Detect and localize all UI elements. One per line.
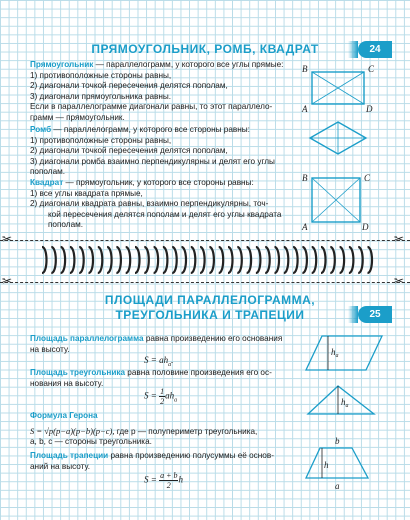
heron-section — [30, 411, 305, 448]
spiral-ring — [368, 247, 373, 273]
formula-end: . — [171, 355, 174, 365]
rectangle-extra-2: грамм — прямоугольник. — [30, 112, 125, 122]
page-title-25-line2: ТРЕУГОЛЬНИКА И ТРАПЕЦИИ — [115, 308, 305, 322]
spiral-ring — [42, 247, 47, 273]
parallelogram-term: Площадь параллелограмма — [30, 334, 144, 343]
scissors-icon: ✂ — [394, 232, 405, 246]
page-number-24: 24 — [358, 41, 392, 58]
spiral-ring — [209, 247, 214, 273]
page-number-25: 25 — [358, 306, 392, 323]
spiral-ring — [144, 247, 149, 273]
spiral-ring — [293, 247, 298, 273]
triangle-label-h: $h_a$ — [341, 397, 349, 409]
label-a: A — [302, 104, 308, 114]
spiral-ring — [302, 247, 307, 273]
parallelogram-text-2: на высоту. — [30, 344, 70, 354]
square-term: Квадрат — [30, 178, 64, 187]
rhombus-item-3: 3) диагонали ромба взаимно перпендикулярны и делят его углы — [30, 156, 275, 166]
parallelogram-formula — [144, 355, 173, 368]
fraction-den: 2 — [166, 481, 171, 490]
fraction-den: 2 — [160, 397, 165, 406]
triangle-formula — [144, 387, 177, 406]
fraction — [159, 471, 178, 490]
trapezoid-text-2: аний на высоту. — [30, 461, 91, 471]
spiral-ring — [312, 247, 317, 273]
heron-text-2: a, b, c — стороны треугольника. — [30, 437, 152, 447]
square-def: — прямоугольник, у которого все стороны равны: — [63, 178, 254, 187]
trapezoid-label-b: b — [335, 436, 340, 446]
page-title-25 — [70, 293, 350, 323]
spiral-ring — [154, 247, 159, 273]
spiral-ring — [107, 247, 112, 273]
formula-rhs: ah — [159, 355, 169, 365]
spiral-ring — [98, 247, 103, 273]
spiral-ring — [275, 247, 280, 273]
square-item-2-cont: кой пересечения делятся пополам и делят его углы квадрата — [48, 209, 282, 219]
scissors-icon: ✂ — [394, 274, 405, 288]
heron-text-1: где p — полупериметр треугольника, — [114, 426, 258, 436]
square-label-b: B — [302, 173, 308, 183]
label-b: B — [302, 64, 308, 74]
trapezoid-area-section — [30, 451, 302, 472]
rectangle-item-2: 2) диагонали точкой пересечения делятся пополам, — [30, 81, 228, 91]
rhombus-section — [30, 125, 300, 178]
triangle-text-1: равна половине произведения его ос- — [125, 368, 272, 377]
triangle-area-section — [30, 368, 302, 389]
cut-line-top — [0, 240, 410, 241]
spiral-ring — [182, 247, 187, 273]
spiral-ring — [79, 247, 84, 273]
rhombus-term: Ромб — [30, 125, 52, 134]
spiral-ring — [265, 247, 270, 273]
square-label-d: D — [362, 222, 369, 232]
formula-lhs: S = — [144, 355, 160, 365]
label-d: D — [366, 104, 373, 114]
rhombus-item-2: 2) диагонали точкой пересечения делятся пополам, — [30, 146, 228, 156]
trapezoid-figure — [306, 436, 368, 491]
triangle-text-2: нования на высоту. — [30, 378, 104, 388]
square-item-2: 2) диагонали квадрата равны, взаимно перпендикулярны, точ- — [30, 199, 269, 209]
rectangle-def: — параллелограмм, у которого все углы прямые: — [93, 60, 284, 69]
trapezoid-term: Площадь трапеции — [30, 451, 109, 460]
rhombus-item-3-cont: пополам. — [30, 167, 66, 177]
spiral-ring — [200, 247, 205, 273]
triangle-term: Площадь треугольника — [30, 368, 126, 377]
page25-figures — [300, 328, 390, 493]
square-section — [30, 178, 305, 231]
formula-lhs: S = — [144, 390, 160, 401]
parallelogram-figure — [306, 336, 382, 370]
spiral-ring — [172, 247, 177, 273]
spiral-ring — [321, 247, 326, 273]
rectangle-extra-1: Если в параллелограмме диагонали равны, то этот параллело- — [30, 102, 273, 112]
spiral-ring — [237, 247, 242, 273]
fraction-num: 1 — [160, 387, 165, 396]
page-title-25-line1: ПЛОЩАДИ ПАРАЛЛЕЛОГРАММА, — [104, 293, 316, 307]
formula-rhs: h — [178, 474, 183, 485]
formula-sub: a — [168, 361, 172, 368]
rectangle-figure — [301, 64, 375, 114]
parallelogram-text-1: равна произведению его основания — [143, 334, 283, 343]
page24-figures — [300, 60, 380, 235]
heron-term: Формула Герона — [30, 411, 98, 420]
cut-line-bottom — [0, 282, 410, 283]
spiral-ring — [163, 247, 168, 273]
rectangle-item-3: 3) диагонали прямоугольника равны. — [30, 91, 172, 101]
square-item-2-end: пополам. — [48, 220, 84, 230]
spiral-ring — [358, 247, 363, 273]
spiral-ring — [191, 247, 196, 273]
label-c: C — [368, 64, 375, 74]
page-title-24: ПРЯМОУГОЛЬНИК, РОМБ, КВАДРАТ — [91, 42, 319, 56]
trapezoid-formula — [144, 471, 183, 490]
fraction-num: a + b — [160, 471, 178, 480]
rhombus-figure — [310, 122, 366, 154]
trapezoid-text-1: равна произведению полусуммы её основ- — [108, 451, 274, 460]
spiral-binding — [38, 243, 378, 277]
square-item-1: 1) все углы квадрата прямые, — [30, 188, 143, 198]
square-label-c: C — [364, 173, 371, 183]
trapezoid-label-a: a — [335, 481, 340, 491]
rectangle-section — [30, 60, 300, 124]
spiral-ring — [116, 247, 121, 273]
triangle-figure — [308, 386, 374, 414]
formula-sub: a — [174, 397, 178, 404]
spiral-ring — [349, 247, 354, 273]
spiral-ring — [247, 247, 252, 273]
spiral-ring — [135, 247, 140, 273]
formula-rhs: ah — [165, 390, 175, 401]
heron-formula: S = √p(p−a)(p−b)(p−c), — [30, 425, 115, 436]
trapezoid-label-h: h — [324, 460, 329, 470]
spiral-ring — [340, 247, 345, 273]
square-label-a: A — [302, 222, 308, 232]
spiral-ring — [219, 247, 224, 273]
spiral-ring — [51, 247, 56, 273]
spiral-ring — [284, 247, 289, 273]
spiral-ring — [70, 247, 75, 273]
label-h: $h_a$ — [331, 347, 339, 359]
rhombus-item-1: 1) противоположные стороны равны, — [30, 135, 172, 145]
rhombus-def: — параллелограмм, у которого все стороны равны: — [51, 125, 250, 134]
scissors-icon: ✂ — [2, 232, 13, 246]
formula-lhs: S = — [144, 474, 160, 485]
spiral-ring — [330, 247, 335, 273]
spiral-ring — [89, 247, 94, 273]
scissors-icon: ✂ — [2, 274, 13, 288]
rectangle-term: Прямоугольник — [30, 60, 94, 69]
spiral-ring — [256, 247, 261, 273]
rectangle-item-1: 1) противоположные стороны равны, — [30, 70, 172, 80]
spiral-ring — [126, 247, 131, 273]
square-figure — [301, 173, 371, 232]
spiral-ring — [61, 247, 66, 273]
parallelogram-area-section — [30, 334, 302, 355]
spiral-ring — [228, 247, 233, 273]
